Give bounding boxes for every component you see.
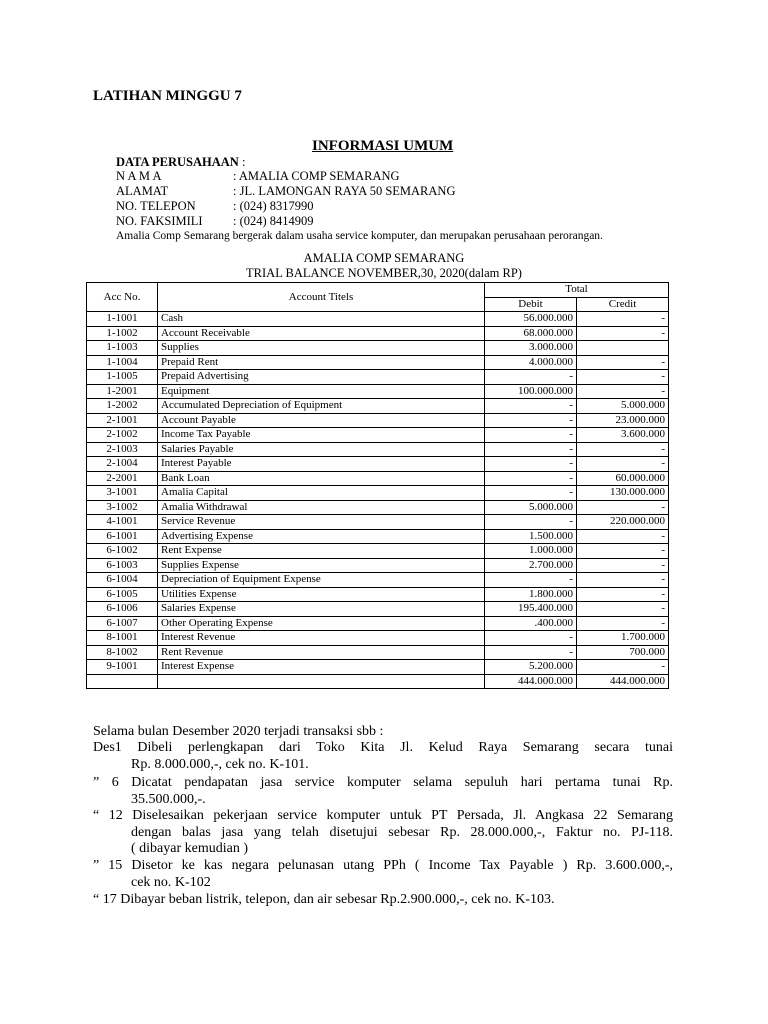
credit-value: 23.000.000 bbox=[577, 413, 669, 428]
credit-value: 700.000 bbox=[577, 645, 669, 660]
credit-value: - bbox=[577, 529, 669, 544]
debit-value: 1.800.000 bbox=[485, 587, 577, 602]
account-row bbox=[87, 515, 669, 530]
account-row bbox=[87, 413, 669, 428]
account-title: Supplies bbox=[158, 341, 485, 356]
debit-value: - bbox=[485, 413, 577, 428]
account-title: Service Revenue bbox=[158, 515, 485, 530]
acc-no: 1-1005 bbox=[87, 370, 158, 385]
account-row bbox=[87, 355, 669, 370]
transaction-line: Rp. 8.000.000,-, cek no. K-101. bbox=[131, 756, 309, 772]
acc-no: 6-1001 bbox=[87, 529, 158, 544]
transaction-line: 35.500.000,-. bbox=[131, 791, 206, 807]
totals-label-cell bbox=[158, 674, 485, 689]
acc-no: 6-1003 bbox=[87, 558, 158, 573]
acc-no: 2-1001 bbox=[87, 413, 158, 428]
credit-value: - bbox=[577, 326, 669, 341]
company-field-row bbox=[116, 184, 603, 199]
account-title: Income Tax Payable bbox=[158, 428, 485, 443]
debit-value: - bbox=[485, 399, 577, 414]
account-title: Other Operating Expense bbox=[158, 616, 485, 631]
account-title: Interest Revenue bbox=[158, 631, 485, 646]
account-row bbox=[87, 660, 669, 675]
account-row bbox=[87, 529, 669, 544]
header-credit: Credit bbox=[577, 297, 669, 312]
debit-value: .400.000 bbox=[485, 616, 577, 631]
acc-no: 2-2001 bbox=[87, 471, 158, 486]
acc-no: 1-1003 bbox=[87, 341, 158, 356]
debit-value: 2.700.000 bbox=[485, 558, 577, 573]
debit-value: 68.000.000 bbox=[485, 326, 577, 341]
account-row bbox=[87, 573, 669, 588]
credit-value: - bbox=[577, 558, 669, 573]
credit-value: 1.700.000 bbox=[577, 631, 669, 646]
credit-value: - bbox=[577, 384, 669, 399]
debit-value: - bbox=[485, 471, 577, 486]
account-title: Bank Loan bbox=[158, 471, 485, 486]
acc-no: 6-1005 bbox=[87, 587, 158, 602]
tb-company: AMALIA COMP SEMARANG bbox=[303, 251, 465, 265]
debit-value: 5.000.000 bbox=[485, 500, 577, 515]
debit-value: 3.000.000 bbox=[485, 341, 577, 356]
account-title: Supplies Expense bbox=[158, 558, 485, 573]
acc-no: 6-1004 bbox=[87, 573, 158, 588]
acc-no: 1-2002 bbox=[87, 399, 158, 414]
account-row bbox=[87, 602, 669, 617]
transaction-line: dengan balas jasa yang telah disetujui sebesar Rp. 28.000.000,-, Faktur no. PJ-118. bbox=[131, 824, 673, 840]
debit-value: 1.000.000 bbox=[485, 544, 577, 559]
account-row bbox=[87, 326, 669, 341]
credit-value: - bbox=[577, 660, 669, 675]
field-label: ALAMAT bbox=[116, 184, 169, 198]
transaction-line: “ 12 Diselesaikan pekerjaan service komputer untuk PT Persada, Jl. Angkasa 22 Semarang bbox=[93, 808, 673, 823]
account-title: Prepaid Rent bbox=[158, 355, 485, 370]
company-data-heading-label: DATA PERUSAHAAN bbox=[116, 155, 239, 169]
acc-no: 6-1002 bbox=[87, 544, 158, 559]
field-value: : (024) 8414909 bbox=[233, 214, 314, 228]
account-title: Amalia Withdrawal bbox=[158, 500, 485, 515]
credit-value: - bbox=[577, 457, 669, 472]
company-description: Amalia Comp Semarang bergerak dalam usaha service komputer, dan merupakan perusahaan perorangan. bbox=[116, 230, 603, 242]
account-row bbox=[87, 457, 669, 472]
exercise-title: LATIHAN MINGGU 7 bbox=[93, 88, 242, 104]
acc-no: 1-1002 bbox=[87, 326, 158, 341]
transaction-des-6 bbox=[93, 775, 673, 808]
company-data-heading-colon: : bbox=[238, 155, 246, 169]
field-value: : AMALIA COMP SEMARANG bbox=[233, 169, 400, 183]
credit-value: - bbox=[577, 355, 669, 370]
acc-no: 1-1001 bbox=[87, 312, 158, 327]
debit-value: 4.000.000 bbox=[485, 355, 577, 370]
transaction-des-15 bbox=[93, 858, 673, 891]
field-value: : JL. LAMONGAN RAYA 50 SEMARANG bbox=[233, 184, 456, 198]
credit-value: - bbox=[577, 312, 669, 327]
credit-value: - bbox=[577, 544, 669, 559]
credit-value: 60.000.000 bbox=[577, 471, 669, 486]
transaction-line: ” 6 Dicatat pendapatan jasa service komputer selama sepuluh hari pertama tunai Rp. bbox=[93, 775, 673, 790]
company-field-row bbox=[116, 214, 603, 229]
acc-no: 1-1004 bbox=[87, 355, 158, 370]
acc-no: 6-1007 bbox=[87, 616, 158, 631]
trial-balance-body bbox=[87, 312, 669, 675]
debit-value: - bbox=[485, 573, 577, 588]
company-data-heading bbox=[116, 155, 245, 170]
debit-value: 195.400.000 bbox=[485, 602, 577, 617]
acc-no: 4-1001 bbox=[87, 515, 158, 530]
account-title: Salaries Expense bbox=[158, 602, 485, 617]
account-title: Rent Expense bbox=[158, 544, 485, 559]
account-row bbox=[87, 428, 669, 443]
company-field-row bbox=[116, 169, 603, 184]
company-fields bbox=[116, 169, 603, 244]
acc-no: 3-1001 bbox=[87, 486, 158, 501]
account-title: Account Receivable bbox=[158, 326, 485, 341]
debit-value: - bbox=[485, 645, 577, 660]
debit-value: - bbox=[485, 457, 577, 472]
field-value: : (024) 8317990 bbox=[233, 199, 314, 213]
debit-value: 1.500.000 bbox=[485, 529, 577, 544]
acc-no: 1-2001 bbox=[87, 384, 158, 399]
credit-value: 5.000.000 bbox=[577, 399, 669, 414]
credit-value: - bbox=[577, 602, 669, 617]
transaction-des-12 bbox=[93, 808, 673, 858]
acc-no: 2-1004 bbox=[87, 457, 158, 472]
total-debit: 444.000.000 bbox=[485, 674, 577, 689]
account-row bbox=[87, 370, 669, 385]
account-title: Interest Payable bbox=[158, 457, 485, 472]
account-title: Salaries Payable bbox=[158, 442, 485, 457]
total-credit: 444.000.000 bbox=[577, 674, 669, 689]
account-title: Accumulated Depreciation of Equipment bbox=[158, 399, 485, 414]
account-title: Utilities Expense bbox=[158, 587, 485, 602]
account-row bbox=[87, 471, 669, 486]
credit-value: - bbox=[577, 370, 669, 385]
debit-value: - bbox=[485, 631, 577, 646]
header-acc-no: Acc No. bbox=[87, 283, 158, 312]
account-title: Prepaid Advertising bbox=[158, 370, 485, 385]
account-row bbox=[87, 341, 669, 356]
debit-value: 56.000.000 bbox=[485, 312, 577, 327]
credit-value: - bbox=[577, 616, 669, 631]
totals-row bbox=[87, 674, 669, 689]
totals-acc-cell bbox=[87, 674, 158, 689]
account-row bbox=[87, 399, 669, 414]
debit-value: 5.200.000 bbox=[485, 660, 577, 675]
credit-value: 130.000.000 bbox=[577, 486, 669, 501]
field-label: NO. TELEPON bbox=[116, 199, 196, 213]
field-label: N A M A bbox=[116, 169, 162, 183]
account-row bbox=[87, 587, 669, 602]
account-title: Cash bbox=[158, 312, 485, 327]
credit-value: 3.600.000 bbox=[577, 428, 669, 443]
acc-no: 3-1002 bbox=[87, 500, 158, 515]
transaction-des-17 bbox=[93, 892, 673, 909]
account-row bbox=[87, 616, 669, 631]
transaction-des-1 bbox=[93, 740, 673, 773]
company-field-row bbox=[116, 199, 603, 214]
credit-value: - bbox=[577, 587, 669, 602]
account-row bbox=[87, 645, 669, 660]
transaction-line: ( dibayar kemudian ) bbox=[131, 841, 249, 856]
account-row bbox=[87, 384, 669, 399]
account-title: Equipment bbox=[158, 384, 485, 399]
tb-title: TRIAL BALANCE NOVEMBER,30, 2020(dalam RP) bbox=[246, 266, 522, 280]
debit-value: - bbox=[485, 442, 577, 457]
account-row bbox=[87, 312, 669, 327]
account-row bbox=[87, 442, 669, 457]
debit-value: - bbox=[485, 428, 577, 443]
acc-no: 6-1006 bbox=[87, 602, 158, 617]
transaction-line: ” 15 Disetor ke kas negara pelunasan utang PPh ( Income Tax Payable ) Rp. 3.600.000,-, bbox=[93, 858, 673, 873]
header-account: Account Titels bbox=[158, 283, 485, 312]
debit-value: - bbox=[485, 515, 577, 530]
transaction-line: cek no. K-102 bbox=[131, 874, 211, 890]
acc-no: 2-1002 bbox=[87, 428, 158, 443]
header-total: Total bbox=[485, 283, 669, 298]
credit-value: - bbox=[577, 573, 669, 588]
credit-value bbox=[577, 341, 669, 356]
account-title: Account Payable bbox=[158, 413, 485, 428]
debit-value: 100.000.000 bbox=[485, 384, 577, 399]
field-label: NO. FAKSIMILI bbox=[116, 214, 203, 228]
account-title: Interest Expense bbox=[158, 660, 485, 675]
account-title: Rent Revenue bbox=[158, 645, 485, 660]
account-row bbox=[87, 500, 669, 515]
trial-balance-table bbox=[86, 282, 669, 689]
credit-value: - bbox=[577, 442, 669, 457]
acc-no: 9-1001 bbox=[87, 660, 158, 675]
acc-no: 8-1002 bbox=[87, 645, 158, 660]
section-title: INFORMASI UMUM bbox=[312, 138, 454, 154]
account-title: Advertising Expense bbox=[158, 529, 485, 544]
debit-value: - bbox=[485, 370, 577, 385]
account-row bbox=[87, 558, 669, 573]
debit-value: - bbox=[485, 486, 577, 501]
account-row bbox=[87, 544, 669, 559]
transaction-line: “ 17 Dibayar beban listrik, telepon, dan air sebesar Rp.2.900.000,-, cek no. K-103. bbox=[93, 892, 555, 907]
account-title: Depreciation of Equipment Expense bbox=[158, 573, 485, 588]
credit-value: - bbox=[577, 500, 669, 515]
acc-no: 8-1001 bbox=[87, 631, 158, 646]
account-row bbox=[87, 486, 669, 501]
transaction-line: Des1 Dibeli perlengkapan dari Toko Kita Jl. Kelud Raya Semarang secara tunai bbox=[93, 740, 673, 755]
account-row bbox=[87, 631, 669, 646]
header-debit: Debit bbox=[485, 297, 577, 312]
transactions-intro: Selama bulan Desember 2020 terjadi transaksi sbb : bbox=[93, 724, 384, 739]
account-title: Amalia Capital bbox=[158, 486, 485, 501]
acc-no: 2-1003 bbox=[87, 442, 158, 457]
credit-value: 220.000.000 bbox=[577, 515, 669, 530]
